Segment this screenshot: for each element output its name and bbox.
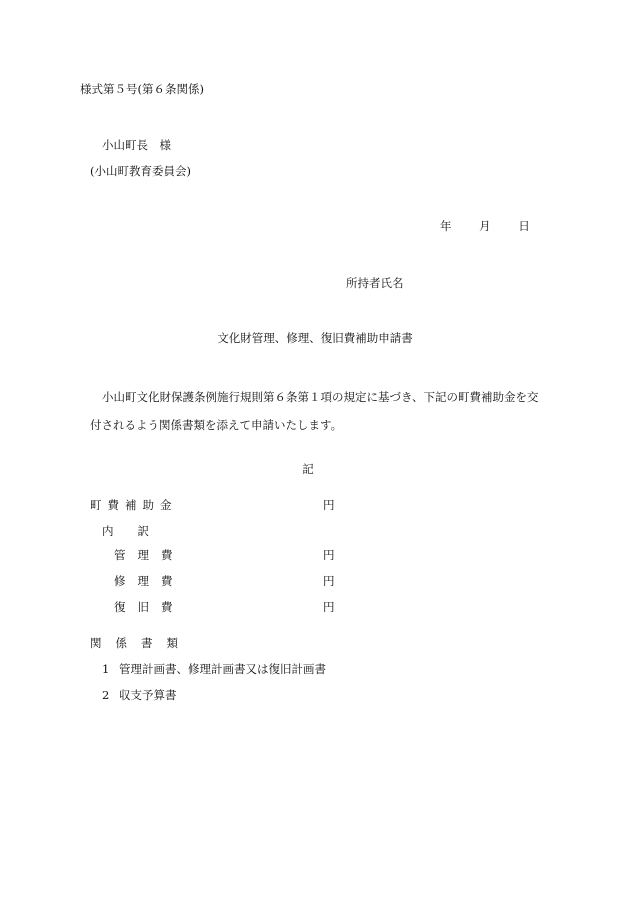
subsidy-item-row <box>90 574 350 590</box>
year-label: 年 <box>440 219 452 233</box>
month-label: 月 <box>479 219 491 233</box>
breakdown-row <box>90 524 350 540</box>
breakdown-label: 内訳 <box>102 524 173 538</box>
related-document-number: 1 <box>102 662 110 676</box>
body-text-line-1: 小山町文化財保護条例施行規則第６条第１項の規定に基づき、下記の町費補助金を交 <box>102 390 539 404</box>
addressee-mayor: 小山町長 様 <box>102 138 171 152</box>
document-title: 文化財管理、修理、復旧費補助申請書 <box>217 331 413 345</box>
subsidy-item-row <box>90 600 350 616</box>
related-document-item <box>102 688 177 702</box>
subsidy-item-row <box>90 548 350 564</box>
subsidy-item-unit: 円 <box>323 600 335 614</box>
subsidy-total-row <box>90 498 350 514</box>
date-line <box>440 219 530 233</box>
addressee-board: (小山町教育委員会) <box>90 164 191 178</box>
subsidy-total-label: 町費補助金 <box>90 498 178 512</box>
related-document-item <box>102 662 326 676</box>
related-documents-heading: 関係書類 <box>90 636 192 650</box>
owner-name-label: 所持者氏名 <box>346 276 404 290</box>
subsidy-item-label: 管理費 <box>114 548 185 562</box>
related-document-number: 2 <box>102 688 110 702</box>
subsidy-item-label: 修理費 <box>114 574 185 588</box>
subsidy-item-unit: 円 <box>323 574 335 588</box>
body-text-line-2: 付されるよう関係書類を添えて申請いたします。 <box>90 418 343 432</box>
day-label: 日 <box>518 219 530 233</box>
subsidy-item-label: 復旧費 <box>114 600 185 614</box>
subsidy-total-unit: 円 <box>323 498 335 512</box>
related-document-text: 管理計画書、修理計画書又は復旧計画書 <box>119 662 326 676</box>
form-number: 様式第５号(第６条関係) <box>80 82 204 96</box>
subsidy-item-unit: 円 <box>323 548 335 562</box>
related-document-text: 収支予算書 <box>119 688 177 702</box>
ki-heading: 記 <box>302 462 314 476</box>
